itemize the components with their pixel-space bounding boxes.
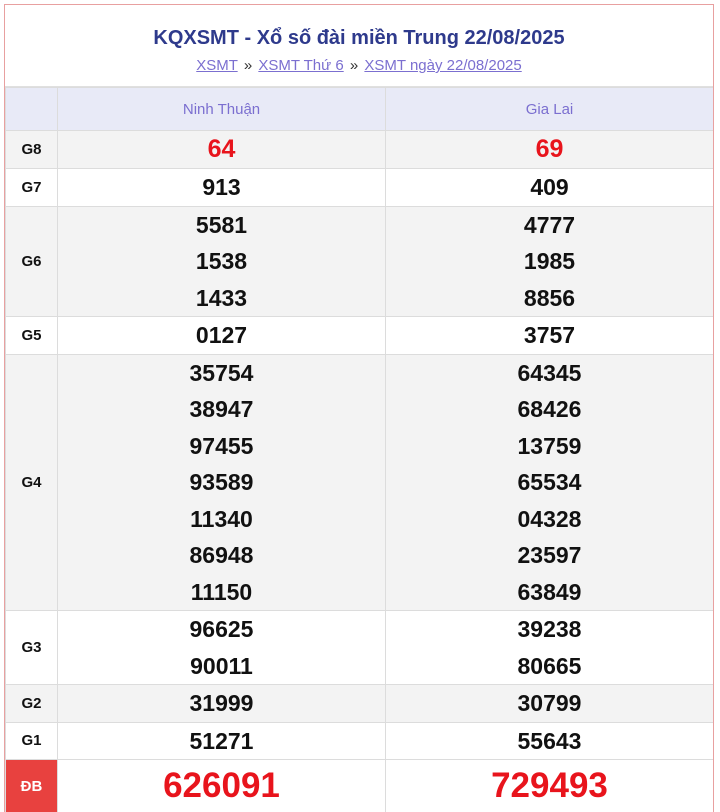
prize-number: 11340	[190, 505, 253, 532]
results-panel	[4, 4, 714, 812]
prize-row	[6, 685, 714, 723]
breadcrumb	[5, 57, 713, 75]
prize-row	[6, 354, 714, 611]
prize-row	[6, 317, 714, 355]
prize-row	[6, 611, 714, 685]
prize-numbers-cell	[386, 722, 714, 760]
prize-number: 69	[535, 135, 564, 164]
prize-number: 1985	[523, 248, 576, 274]
prize-numbers-cell	[386, 131, 714, 169]
breadcrumb-xsmt[interactable]: XSMT	[196, 57, 238, 74]
prize-number: 63849	[517, 578, 582, 605]
prize-label: G1	[6, 722, 58, 760]
prize-label: G5	[6, 317, 58, 355]
prize-numbers-cell	[386, 685, 714, 723]
prize-number: 31999	[189, 690, 254, 716]
column-gia-lai[interactable]: Gia Lai	[386, 88, 714, 131]
prize-number: 3757	[523, 322, 576, 348]
prize-numbers-cell	[386, 611, 714, 685]
prize-number: 64345	[517, 359, 582, 386]
prize-row	[6, 131, 714, 169]
prize-number: 80665	[517, 652, 582, 679]
table-header-row	[6, 88, 714, 131]
prize-numbers-cell	[58, 685, 386, 723]
prize-number: 23597	[517, 542, 582, 568]
prize-number: 30799	[517, 690, 582, 716]
prize-number: 68426	[517, 396, 582, 422]
prize-row	[6, 722, 714, 760]
prize-numbers-cell	[386, 317, 714, 355]
column-ninh-thuan[interactable]: Ninh Thuận	[58, 88, 386, 131]
prize-numbers-cell	[58, 131, 386, 169]
prize-numbers-cell	[386, 206, 714, 317]
prize-row	[6, 206, 714, 317]
prize-number: 86948	[189, 542, 254, 568]
page-title: KQXSMT - Xổ số đài miền Trung 22/08/2025	[153, 27, 565, 49]
results-header	[5, 5, 713, 87]
prize-number: 90011	[190, 652, 253, 679]
results-table	[5, 87, 714, 812]
prize-label: G8	[6, 131, 58, 169]
prize-number: 97455	[189, 432, 254, 459]
prize-number: 409	[530, 174, 569, 200]
prize-numbers-cell	[58, 354, 386, 611]
prize-numbers-cell	[58, 722, 386, 760]
prize-number: 55643	[517, 727, 582, 754]
prize-numbers-cell	[58, 169, 386, 207]
prize-number: 729493	[491, 765, 608, 805]
prize-numbers-cell	[386, 169, 714, 207]
prize-row	[6, 760, 714, 812]
prize-number: 913	[202, 174, 241, 200]
prize-numbers-cell	[58, 317, 386, 355]
prize-numbers-cell	[58, 206, 386, 317]
header-blank-cell	[6, 88, 58, 131]
results-body	[6, 131, 714, 812]
breadcrumb-separator: »	[243, 57, 253, 74]
prize-number: 64	[207, 135, 236, 164]
prize-label: G7	[6, 169, 58, 207]
prize-number: 38947	[189, 396, 254, 422]
prize-label: G3	[6, 611, 58, 685]
prize-label: G2	[6, 685, 58, 723]
breadcrumb-xsmt-friday[interactable]: XSMT Thứ 6	[258, 57, 344, 74]
prize-numbers-cell	[386, 354, 714, 611]
prize-number: 04328	[517, 505, 582, 532]
prize-number: 51271	[189, 727, 254, 754]
prize-number: 0127	[195, 322, 248, 348]
prize-number: 5581	[195, 211, 248, 238]
prize-number: 1538	[195, 248, 248, 274]
prize-number: 65534	[517, 469, 582, 495]
prize-label: G4	[6, 354, 58, 611]
prize-numbers-cell	[58, 611, 386, 685]
prize-numbers-cell	[386, 760, 714, 812]
prize-number: 1433	[195, 284, 248, 311]
prize-row	[6, 169, 714, 207]
prize-numbers-cell	[58, 760, 386, 812]
prize-number: 39238	[517, 616, 582, 642]
prize-number: 4777	[523, 211, 576, 238]
prize-number: 13759	[517, 432, 582, 459]
prize-number: 35754	[189, 359, 254, 386]
prize-number: 8856	[523, 284, 576, 311]
breadcrumb-separator: »	[349, 57, 359, 74]
prize-number: 96625	[189, 616, 254, 642]
prize-label: ĐB	[6, 760, 58, 812]
prize-label: G6	[6, 206, 58, 317]
prize-number: 11150	[190, 578, 253, 605]
prize-number: 626091	[163, 765, 280, 805]
prize-number: 93589	[189, 469, 254, 495]
breadcrumb-xsmt-date[interactable]: XSMT ngày 22/08/2025	[364, 57, 522, 74]
